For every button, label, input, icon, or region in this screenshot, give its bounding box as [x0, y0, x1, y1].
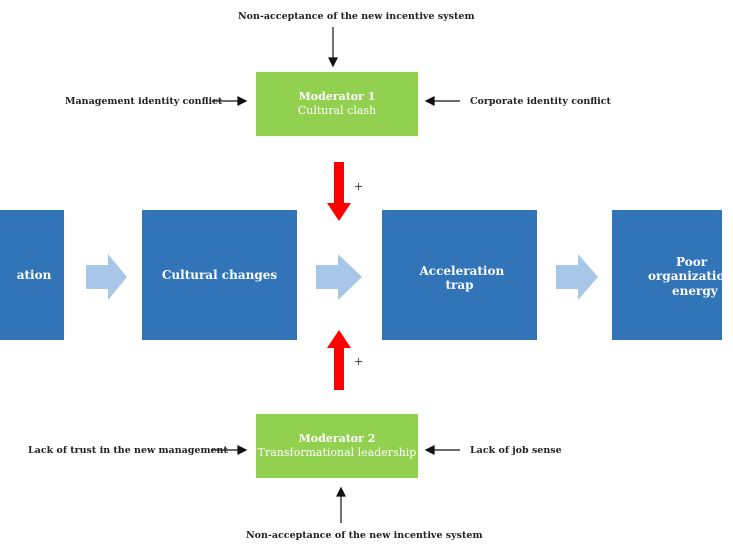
- moderator2-subtitle: Transformational leadership: [257, 446, 417, 459]
- management-identity-conflict-label: Management identity conflict: [65, 96, 223, 107]
- corporate-conflict-arrowhead: [426, 97, 434, 105]
- job-sense-arrowhead: [426, 446, 434, 454]
- poor-label: Poor: [676, 255, 708, 269]
- top-note-label: Non-acceptance of the new incentive system: [238, 11, 475, 22]
- corporate-identity-conflict-label: Corporate identity conflict: [470, 96, 611, 107]
- moderator2-box: [256, 414, 418, 478]
- moderator1-effect-sign: +: [354, 180, 364, 193]
- bottom-note-label: Non-acceptance of the new incentive system: [246, 530, 483, 541]
- bottom-note-arrowhead: [337, 488, 345, 496]
- flow-box-cultural-changes: [142, 210, 297, 340]
- moderator1-title: Moderator 1: [298, 90, 376, 104]
- moderator2-effect-arrow: [327, 330, 351, 390]
- flow-arrow-2: [316, 254, 362, 300]
- organization-label: organization: [648, 269, 733, 284]
- lack-of-job-sense-label: Lack of job sense: [470, 445, 562, 456]
- moderator1-box: [256, 72, 418, 136]
- acceleration-trap-label: Acceleration trap: [419, 264, 505, 293]
- energy-label: energy: [672, 283, 718, 298]
- cultural-changes-label: Cultural changes: [161, 267, 278, 282]
- top-note-arrowhead: [329, 58, 337, 66]
- moderator2-effect-sign: +: [354, 355, 364, 368]
- flow-box-poor-organization-energy: [612, 210, 733, 340]
- lack-of-trust-label: Lack of trust in the new management: [28, 445, 228, 456]
- flow-box-1-label: ation: [16, 267, 52, 282]
- flow-arrow-3: [556, 254, 598, 300]
- flow-box-1: [0, 210, 64, 340]
- trust-arrowhead: [238, 446, 246, 454]
- management-conflict-arrowhead: [238, 97, 246, 105]
- moderator1-effect-arrow: [327, 162, 351, 221]
- flow-box-acceleration-trap: [382, 210, 537, 340]
- flow-arrow-1: [86, 254, 127, 300]
- moderator1-subtitle: Cultural clash: [297, 104, 377, 117]
- moderator2-title: Moderator 2: [298, 432, 376, 446]
